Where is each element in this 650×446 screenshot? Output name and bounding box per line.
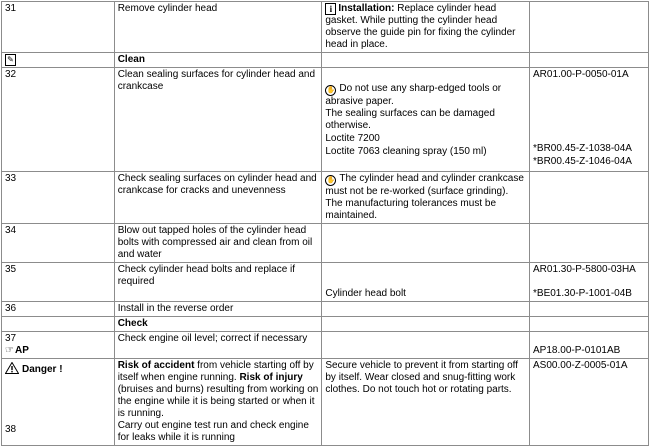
operation-text: Install in the reverse order <box>114 302 322 317</box>
caution-text: The cylinder head and cylinder crankcase must not be re-worked (surface grinding). The manufacturing tolerances must be maintained. <box>325 173 524 221</box>
document-reference[interactable]: AR01.00-P-0050-01A <box>533 69 629 80</box>
procedure-table <box>1 1 649 446</box>
part-reference[interactable]: *BE01.30-P-1001-04B <box>533 288 632 299</box>
table-row <box>2 302 649 317</box>
note-cell <box>322 263 530 302</box>
document-reference[interactable]: AP18.00-P-0101AB <box>533 345 621 356</box>
step-number: 38 <box>5 424 17 435</box>
reference-cell <box>530 332 649 359</box>
operation-text: Remove cylinder head <box>114 2 322 53</box>
danger-cell <box>2 359 115 446</box>
operation-text: Check cylinder head bolts and replace if required <box>114 263 322 302</box>
risk-injury-label: Risk of injury <box>239 372 303 383</box>
info-icon: i <box>325 3 336 15</box>
reference-cell <box>530 68 649 172</box>
step-number: 32 <box>2 68 115 172</box>
step-number: 33 <box>2 172 115 224</box>
document-reference[interactable]: AS00.00-Z-0005-01A <box>533 360 628 371</box>
caution-consequence: The sealing surfaces can be damaged otherwise. <box>325 108 495 131</box>
risk-text: Risk of accident from vehicle starting off by itself when engine running. Risk of injury (bruises and burns) resulting from working on the engine while it is being started or when it is running. <box>117 360 319 419</box>
operation-text: Blow out tapped holes of the cylinder head bolts with compressed air and clean from oil and water <box>114 224 322 263</box>
table-row <box>2 172 649 224</box>
caution-icon: ✋ <box>326 87 336 94</box>
table-row <box>2 263 649 302</box>
step-number: 31 <box>2 2 115 53</box>
step-number: 37 <box>5 333 17 344</box>
operation-text: Carry out engine test run and check engine for leaks while it is running <box>117 420 309 443</box>
step-cell <box>2 332 115 359</box>
note-cell <box>322 68 530 172</box>
step-number: 35 <box>2 263 115 302</box>
material-reference[interactable]: *BR00.45-Z-1046-04A <box>533 156 632 167</box>
table-row <box>2 68 649 172</box>
warning-triangle-icon <box>5 362 19 378</box>
step-number: 36 <box>2 302 115 317</box>
section-heading-check: Check <box>114 317 322 332</box>
safety-action: Secure vehicle to prevent it from starting off by itself. Wear closed and snug-fitting work clothes. Do not touch hot or rotating parts. <box>322 359 530 446</box>
caution-text: Do not use any sharp-edged tools or abrasive paper. <box>325 83 502 107</box>
material-item: Loctite 7063 cleaning spray (150 ml) <box>325 146 487 157</box>
table-row <box>2 2 649 53</box>
material-reference[interactable]: *BR00.45-Z-1038-04A <box>533 143 632 154</box>
installation-label: Installation: <box>338 3 395 14</box>
ap-tag: AP <box>14 345 29 356</box>
operation-text: Check engine oil level; correct if necessary <box>114 332 322 359</box>
table-row <box>2 53 649 68</box>
operation-text: Check sealing surfaces on cylinder head and crankcase for cracks and unevenness <box>114 172 322 224</box>
table-row <box>2 224 649 263</box>
caution-icon: ✋ <box>326 177 336 184</box>
clean-icon-cell <box>2 53 115 68</box>
note-cell <box>322 172 530 224</box>
table-row <box>2 359 649 446</box>
operation-text: Clean sealing surfaces for cylinder head and crankcase <box>114 68 322 172</box>
note-cell <box>322 2 530 53</box>
reference-cell <box>530 2 649 53</box>
installation-text: Replace cylinder head gasket. While putting the cylinder head observe the guide pin for fixing the cylinder head in place. <box>325 3 516 50</box>
risk-accident-label: Risk of accident <box>117 360 195 371</box>
section-heading-clean: Clean <box>114 53 322 68</box>
danger-label: Danger ! <box>22 364 63 375</box>
pointing-hand-icon: ☞ <box>5 345 14 356</box>
table-row <box>2 332 649 359</box>
step-number: 34 <box>2 224 115 263</box>
reference-cell <box>530 263 649 302</box>
document-reference[interactable]: AR01.30-P-5800-03HA <box>533 264 636 275</box>
part-item: Cylinder head bolt <box>325 288 406 299</box>
table-row <box>2 317 649 332</box>
caution-line <box>325 83 526 108</box>
clean-icon: ✎ <box>5 54 16 66</box>
material-item: Loctite 7200 <box>325 133 380 144</box>
operation-cell <box>114 359 322 446</box>
reference-cell <box>530 359 649 446</box>
